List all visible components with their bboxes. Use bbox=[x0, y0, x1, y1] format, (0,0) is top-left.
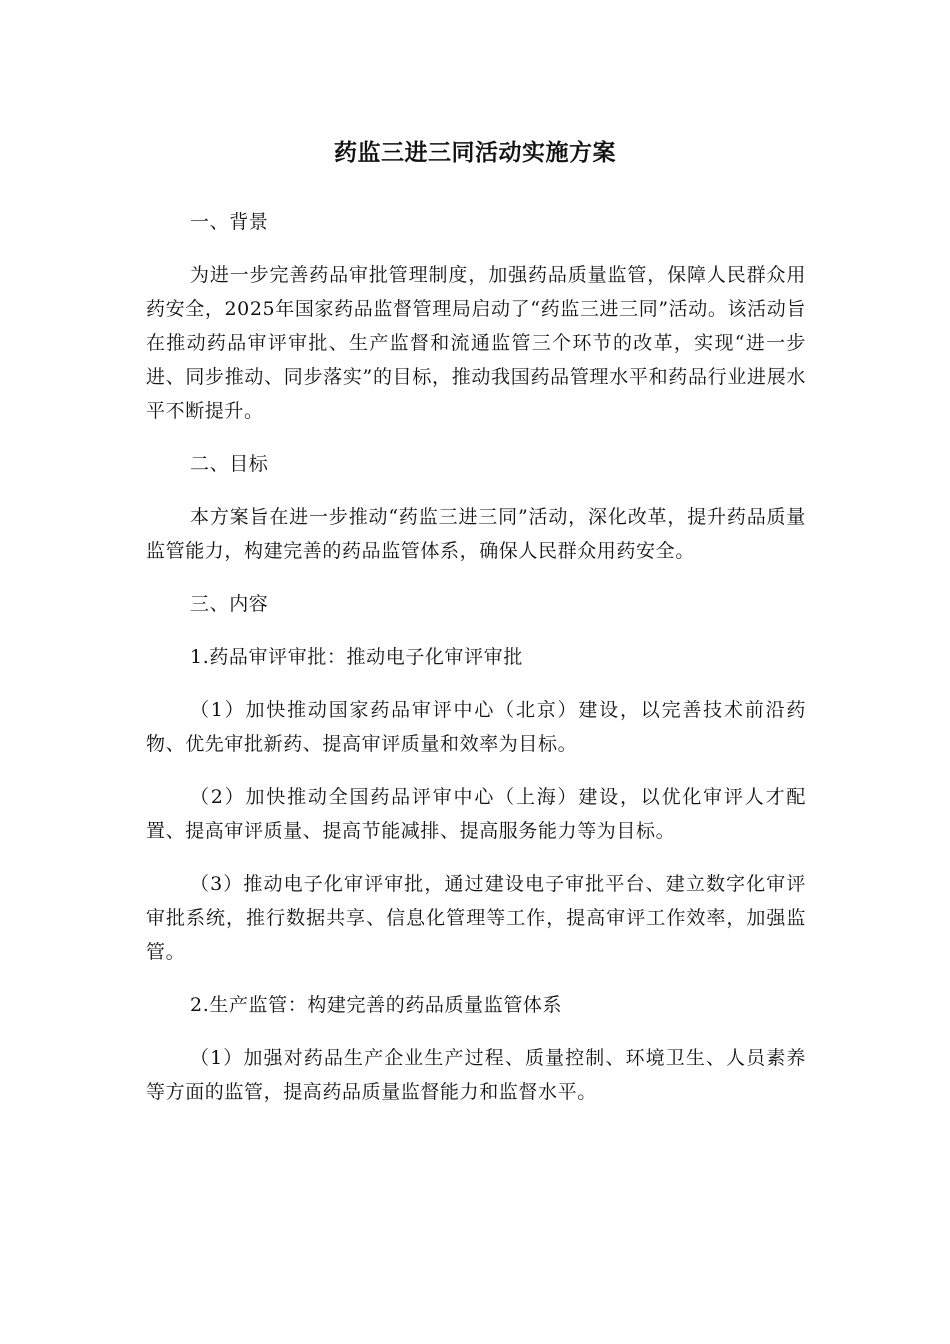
goal-paragraph: 本方案旨在进一步推动“药监三进三同”活动，深化改革，提升药品质量监管能力，构建完善的药品监管体系，确保人民群众用药安全。 bbox=[146, 506, 806, 562]
section-heading-background: 一、背景 bbox=[190, 211, 269, 233]
subsection-heading-production: 2.生产监管：构建完善的药品质量监管体系 bbox=[190, 994, 563, 1016]
list-item-review-3: （3）推动电子化审评审批，通过建设电子审批平台、建立数字化审评审批系统，推行数据共享、信息化管理等工作，提高审评工作效率，加强监管。 bbox=[146, 873, 806, 963]
section-heading-content: 三、内容 bbox=[190, 593, 269, 615]
background-paragraph: 为进一步完善药品审批管理制度，加强药品质量监管，保障人民群众用药安全，2025年国家药品监督管理局启动了“药监三进三同”活动。该活动旨在推动药品审评审批、生产监督和流通监管三个环节的改革，实现“进一步进、同步推动、同步落实”的目标，推动我国药品管理水平和药品行业进展水平不断提升。 bbox=[146, 264, 806, 422]
list-item-review-1: （1）加快推动国家药品审评中心（北京）建设，以完善技术前沿药物、优先审批新药、提高审评质量和效率为目标。 bbox=[146, 699, 806, 755]
document-body bbox=[146, 205, 806, 1128]
document-title: 药监三进三同活动实施方案 bbox=[334, 140, 616, 166]
section-heading-goal: 二、目标 bbox=[190, 453, 269, 475]
list-item-review-2: （2）加快推动全国药品评审中心（上海）建设，以优化审评人才配置、提高审评质量、提高节能减排、提高服务能力等为目标。 bbox=[146, 786, 806, 842]
subsection-heading-review-approval: 1.药品审评审批：推动电子化审评审批 bbox=[190, 646, 523, 668]
list-item-production-1: （1）加强对药品生产企业生产过程、质量控制、环境卫生、人员素养等方面的监管，提高药品质量监督能力和监督水平。 bbox=[146, 1047, 806, 1103]
